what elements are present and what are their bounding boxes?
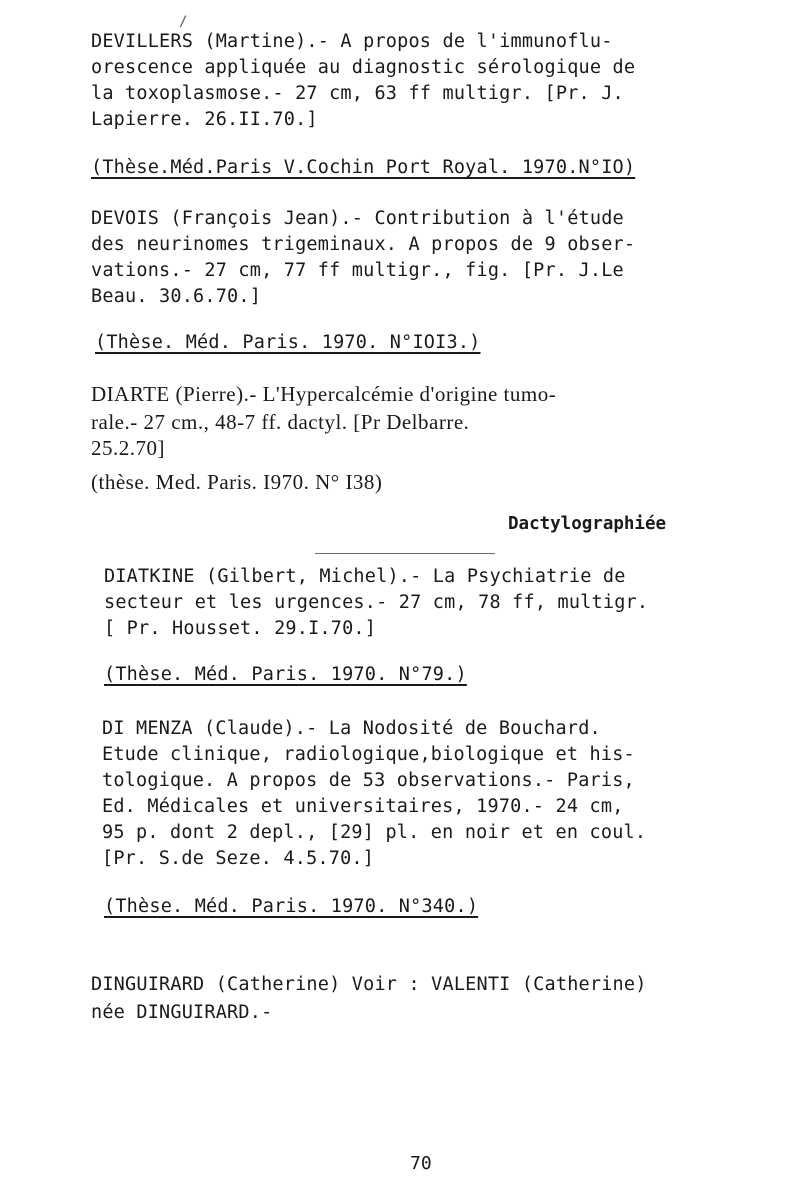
entry-diarte-thesis: (thèse. Med. Paris. I970. N° I38) <box>91 470 383 494</box>
entry-devillers-line-2: orescence appliquée au diagnostic sérologique de <box>91 57 636 78</box>
entry-dimenza-line-3: tologique. A propos de 53 observations.- Paris, <box>102 770 635 791</box>
entry-dimenza-line-4: Ed. Médicales et universitaires, 1970.- 24 cm, <box>102 796 624 817</box>
entry-dimenza-line-1: DI MENZA (Claude).- La Nodosité de Bouchard. <box>102 718 601 739</box>
entry-devillers-line-4: Lapierre. 26.II.70.] <box>91 109 318 130</box>
entry-diarte-line-2: rale.- 27 cm., 48-7 ff. dactyl. [Pr Delbarre. <box>91 410 470 434</box>
entry-dimenza-line-5: 95 p. dont 2 depl., [29] pl. en noir et en coul. <box>102 822 647 843</box>
separator-rule <box>315 553 495 554</box>
entry-dimenza-line-6: [Pr. S.de Seze. 4.5.70.] <box>102 848 375 869</box>
pencil-mark: / <box>179 14 188 30</box>
entry-dinguirard-line-2: née DINGUIRARD.- <box>91 1002 273 1023</box>
entry-devois-line-3: vations.- 27 cm, 77 ff multigr., fig. [Pr. J.Le <box>91 260 624 281</box>
entry-devillers-line-1: DEVILLERS (Martine).- A propos de l'immunoflu- <box>91 31 613 52</box>
entry-diatkine-line-2: secteur et les urgences.- 27 cm, 78 ff, multigr. <box>104 592 649 613</box>
entry-diatkine-line-3: [ Pr. Housset. 29.I.70.] <box>104 618 377 639</box>
entry-devois-line-1: DEVOIS (François Jean).- Contribution à l'étude <box>91 208 624 229</box>
entry-diatkine-line-1: DIATKINE (Gilbert, Michel).- La Psychiatrie de <box>104 566 626 587</box>
entry-devois-line-2: des neurinomes trigeminaux. A propos de 9 obser- <box>91 234 636 255</box>
entry-devillers-line-3: la toxoplasmose.- 27 cm, 63 ff multigr. [Pr. J. <box>91 83 624 104</box>
entry-dimenza-line-2: Etude clinique, radiologique,biologique et his- <box>102 744 635 765</box>
entry-diarte-line-3: 25.2.70] <box>91 436 165 460</box>
entry-diarte-line-1: DIARTE (Pierre).- L'Hypercalcémie d'origine tumo- <box>91 382 557 406</box>
entry-diatkine-thesis: (Thèse. Méd. Paris. 1970. N°79.) <box>104 664 467 685</box>
entry-devillers-thesis: (Thèse.Méd.Paris V.Cochin Port Royal. 1970.N°IO) <box>91 157 636 178</box>
entry-dimenza-thesis: (Thèse. Méd. Paris. 1970. N°340.) <box>104 896 479 917</box>
dactylographiee-note: Dactylographiée <box>508 514 667 534</box>
page-number: 70 <box>410 1153 432 1174</box>
entry-devois-line-4: Beau. 30.6.70.] <box>91 286 262 307</box>
entry-dinguirard-line-1: DINGUIRARD (Catherine) Voir : VALENTI (Catherine) <box>91 974 647 995</box>
entry-devois-thesis: (Thèse. Méd. Paris. 1970. N°IOI3.) <box>95 332 481 353</box>
